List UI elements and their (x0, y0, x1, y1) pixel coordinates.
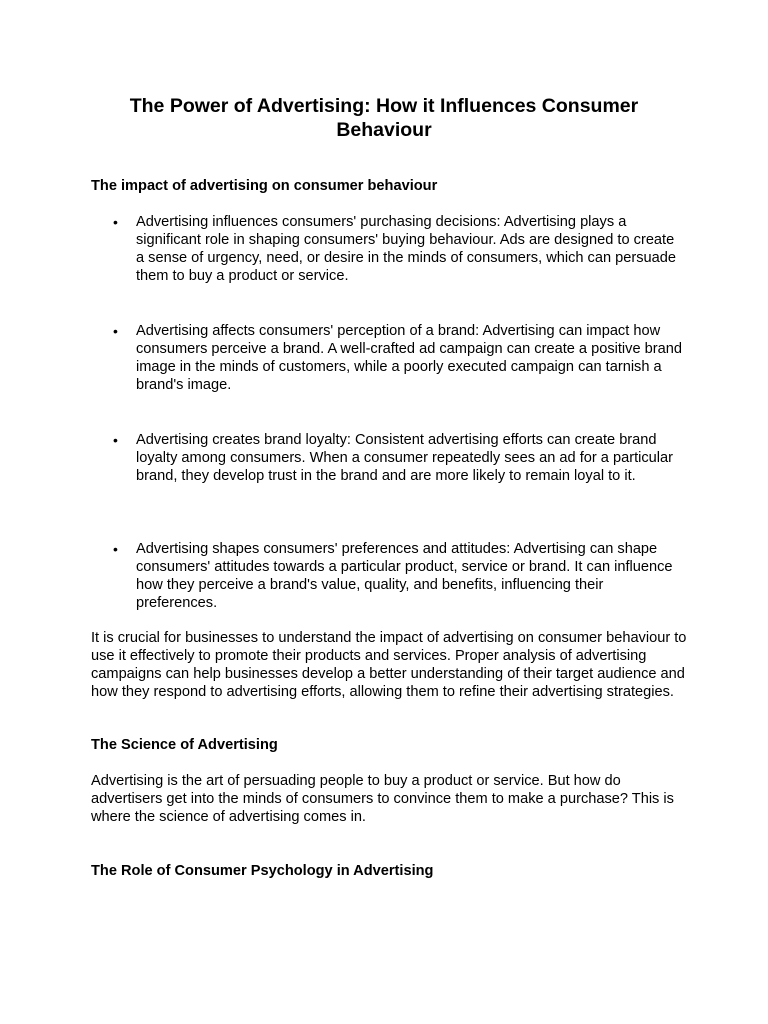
bullet-icon: • (113, 541, 118, 557)
bullet-icon: • (113, 214, 118, 230)
bullet-text: Advertising affects consumers' perception of a brand: Advertising can impact how consumers perceive a brand. A well-crafted ad campaign can create a positive brand image in the minds of customers, while a poorly executed campaign can tarnish a brand's image. (136, 323, 682, 393)
document-title: The Power of Advertising: How it Influences Consumer Behaviour (129, 95, 639, 141)
bullet-icon: • (113, 432, 118, 448)
section-heading-psychology: The Role of Consumer Psychology in Advertising (91, 863, 434, 879)
section-heading-impact: The impact of advertising on consumer behaviour (91, 178, 438, 194)
section-heading-science: The Science of Advertising (91, 737, 278, 753)
bullet-icon: • (113, 323, 118, 339)
bullet-text: Advertising creates brand loyalty: Consistent advertising efforts can create brand loyalty among consumers. When a consumer repeatedly sees an ad for a particular brand, they develop trust in the brand and are more likely to remain loyal to it. (136, 432, 673, 484)
impact-conclusion-paragraph: It is crucial for businesses to understand the impact of advertising on consumer behaviour to use it effectively to promote their products and services. Proper analysis of advertising campaigns can help businesses develop a better understanding of their target audience and how they respond to advertising efforts, allowing them to refine their advertising strategies. (91, 630, 687, 700)
science-paragraph: Advertising is the art of persuading people to buy a product or service. But how do advertisers get into the minds of consumers to convince them to make a purchase? This is where the science of advertising comes in. (91, 773, 674, 825)
bullet-text: Advertising influences consumers' purchasing decisions: Advertising plays a significant role in shaping consumers' buying behaviour. Ads are designed to create a sense of urgency, need, or desire in the minds of consumers, which can persuade them to buy a product or service. (136, 214, 676, 284)
bullet-text: Advertising shapes consumers' preferences and attitudes: Advertising can shape consumers' attitudes towards a particular product, service or brand. It can influence how they perceive a brand's value, quality, and benefits, influencing their preferences. (136, 541, 673, 611)
